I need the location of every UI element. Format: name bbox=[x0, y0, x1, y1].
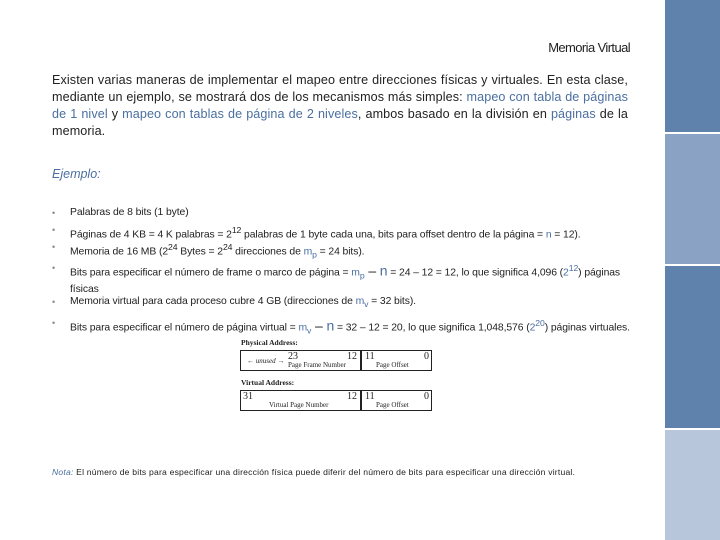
text: Bytes = 2 bbox=[177, 246, 223, 258]
intro-text: de la memoria. bbox=[52, 107, 628, 138]
unused-field-label: ← unused → bbox=[247, 357, 285, 365]
intro-highlight: mapeo con tabla de páginas de 1 nivel bbox=[52, 90, 628, 121]
text: Páginas de 4 KB = 4 K palabras = 2 bbox=[70, 229, 232, 241]
text: palabras de 1 byte cada una, bits para offset dentro de la página = bbox=[241, 229, 546, 241]
bullet-icon: • bbox=[52, 242, 56, 252]
intro-highlight: mapeo con tablas de página de 2 niveles bbox=[122, 107, 358, 121]
sidebar-decoration bbox=[665, 0, 720, 540]
superscript: 12 bbox=[231, 225, 242, 235]
text: = 24 – 12 = 12, lo que significa 4,096 ( bbox=[387, 267, 564, 279]
intro-paragraph bbox=[52, 72, 628, 140]
bit-index: 12 bbox=[347, 391, 357, 402]
note-label: Nota: bbox=[52, 467, 74, 477]
bit-index: 0 bbox=[424, 391, 429, 402]
physical-address-box bbox=[240, 350, 432, 371]
list-item-text bbox=[70, 240, 630, 262]
text: Bits para especificar el número de página virtual = bbox=[70, 322, 299, 334]
text: direcciones de bbox=[232, 246, 304, 258]
text: = 12). bbox=[551, 229, 581, 241]
slide-title: Memoria Virtual bbox=[548, 40, 630, 55]
subscript: p bbox=[312, 249, 317, 260]
variable: m bbox=[303, 246, 313, 258]
address-format-diagram bbox=[238, 338, 438, 413]
list-item-text bbox=[70, 316, 630, 338]
sidebar-block bbox=[665, 134, 720, 264]
field-separator bbox=[360, 351, 362, 370]
virtual-address-label: Virtual Address: bbox=[241, 378, 295, 387]
superscript: 20 bbox=[535, 318, 545, 328]
subscript: v bbox=[364, 299, 369, 310]
variable: n bbox=[545, 229, 552, 241]
subscript: p bbox=[359, 270, 365, 281]
bullet-icon: • bbox=[52, 297, 56, 307]
text: 2 bbox=[529, 322, 536, 334]
list-item-text bbox=[70, 261, 630, 297]
page-frame-field: Page Frame Number bbox=[288, 361, 346, 369]
sidebar-block bbox=[665, 266, 720, 428]
subscript: v bbox=[307, 325, 312, 336]
text: ) páginas físicas bbox=[70, 267, 621, 295]
field-separator bbox=[360, 391, 362, 410]
bit-index: 23 bbox=[288, 351, 298, 362]
bit-index: 11 bbox=[365, 351, 375, 362]
text: ) páginas virtuales. bbox=[544, 322, 630, 334]
text: = 32 bits). bbox=[368, 296, 416, 307]
superscript: 24 bbox=[222, 242, 233, 252]
text: Bits para especificar el número de frame o marco de página = bbox=[70, 267, 352, 279]
intro-text: Existen varias maneras de implementar el mapeo entre direcciones físicas y virtuales. En esta clase, mediante un ejemplo, se mostrará dos de los mecanismos más simples: bbox=[52, 73, 628, 104]
variable: n bbox=[326, 317, 335, 334]
superscript: 24 bbox=[168, 242, 178, 252]
text: 2 bbox=[563, 267, 569, 279]
variable: m bbox=[355, 296, 365, 307]
text: = 24 bits). bbox=[316, 246, 365, 258]
intro-text: y bbox=[107, 107, 123, 121]
bullet-icon: • bbox=[52, 208, 56, 218]
physical-address-label: Physical Address: bbox=[241, 338, 298, 347]
example-heading: Ejemplo: bbox=[52, 167, 101, 181]
page-offset-field: Page Offset bbox=[376, 401, 409, 409]
sidebar-block bbox=[665, 430, 720, 540]
bullet-icon: • bbox=[52, 318, 56, 328]
list-item-text: Palabras de 8 bits (1 byte) bbox=[70, 207, 189, 218]
bit-index: 0 bbox=[424, 351, 429, 362]
intro-highlight: páginas bbox=[550, 107, 596, 121]
page-offset-field: Page Offset bbox=[376, 361, 409, 369]
bullet-icon: • bbox=[52, 263, 56, 273]
bit-index: 12 bbox=[347, 351, 357, 362]
virtual-page-number-field: Virtual Page Number bbox=[269, 401, 329, 409]
list-item-text bbox=[70, 295, 630, 311]
bit-index: 11 bbox=[365, 391, 375, 402]
bit-index: 31 bbox=[243, 391, 253, 402]
bullet-icon: • bbox=[52, 225, 56, 235]
superscript: 12 bbox=[568, 263, 579, 273]
sidebar-block bbox=[665, 0, 720, 132]
text: Memoria de 16 MB (2 bbox=[70, 246, 169, 258]
text: – bbox=[364, 262, 380, 279]
footnote bbox=[52, 466, 632, 479]
variable: n bbox=[379, 262, 388, 279]
text: Memoria virtual para cada proceso cubre 4 GB (direcciones de bbox=[70, 296, 356, 307]
intro-text: , ambos basado en la división en bbox=[357, 107, 551, 121]
virtual-address-box bbox=[240, 390, 432, 411]
note-text: El número de bits para especificar una dirección física puede diferir del número de bits para especificar una dirección virtual. bbox=[73, 467, 576, 477]
variable: m bbox=[351, 267, 360, 279]
text: = 32 – 12 = 20, lo que significa 1,048,576 ( bbox=[334, 322, 530, 334]
text: – bbox=[311, 317, 327, 334]
variable: m bbox=[298, 322, 307, 334]
